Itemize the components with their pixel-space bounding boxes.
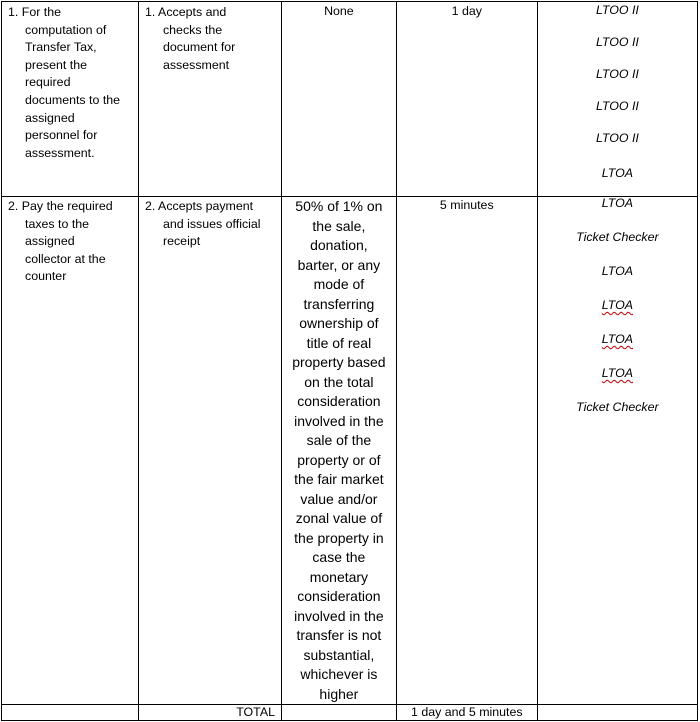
person-responsible: LTOA <box>601 196 633 210</box>
fee-line: zonal value of <box>295 510 383 526</box>
agency-action-line: assessment <box>162 57 230 72</box>
fee-line: the property in <box>294 529 384 546</box>
person-responsible: LTOA <box>601 366 633 380</box>
person-responsible: Ticket Checker <box>576 230 659 244</box>
client-step-line: Transfer Tax, <box>25 40 97 55</box>
client-step-line: computation of <box>25 22 107 37</box>
fees-cell <box>281 197 396 705</box>
total-label: TOTAL <box>236 705 275 719</box>
processing-time-cell <box>396 197 537 705</box>
fee-line: property based <box>292 354 386 370</box>
agency-action-line: document for <box>162 40 236 55</box>
agency-action-line: 2. Accepts payment <box>144 199 254 213</box>
total-empty-cell <box>2 705 139 721</box>
agency-action-line: receipt <box>162 234 201 249</box>
fee-line: consideration <box>297 588 381 604</box>
fee-line: the fair market <box>294 471 384 487</box>
fee-line: donation, <box>310 237 368 253</box>
table-row <box>2 197 698 705</box>
service-table <box>1 1 698 721</box>
fee-line: the sale, <box>312 217 366 234</box>
fees-cell <box>281 2 396 197</box>
client-step-line: counter <box>25 269 67 284</box>
person-responsible: LTOO II <box>595 67 639 81</box>
table-row <box>2 2 698 197</box>
person-responsible: LTOA <box>601 166 633 180</box>
person-responsible: Ticket Checker <box>576 400 659 414</box>
person-responsible-cell <box>537 197 697 705</box>
person-responsible: LTOO II <box>595 3 639 17</box>
client-step-line: documents to the <box>25 92 121 107</box>
person-responsible: LTOA <box>601 332 633 346</box>
person-responsible-cell <box>537 2 697 197</box>
fee-line: sale of the <box>306 432 372 448</box>
fee-line: case the <box>312 549 366 565</box>
person-responsible: LTOO II <box>595 99 639 113</box>
client-step-line: collector at the <box>25 251 106 266</box>
agency-action-line: checks the <box>162 22 223 37</box>
total-time-cell <box>396 705 537 721</box>
fee-line: involved in the <box>294 607 384 624</box>
fee-line: value and/or <box>300 490 378 507</box>
fee-line: property or of <box>297 451 381 468</box>
agency-action-cell <box>138 2 281 197</box>
fee-line: on the total <box>304 373 374 390</box>
fee-line: ownership of <box>299 315 379 331</box>
fees-text: None <box>324 4 354 18</box>
processing-time: 1 day <box>451 4 482 18</box>
fee-line: consideration <box>297 393 381 409</box>
fee-line: involved in the <box>294 412 384 429</box>
client-step-line: taxes to the <box>25 216 90 231</box>
processing-time: 5 minutes <box>439 198 494 212</box>
client-step-line: assessment. <box>25 145 95 160</box>
client-step-line: required <box>25 75 71 90</box>
total-label-cell <box>138 705 281 721</box>
fees-text <box>282 197 396 704</box>
person-responsible: LTOO II <box>595 131 639 145</box>
fee-line: substantial, <box>303 646 375 663</box>
client-step-line: 2. Pay the required <box>8 199 113 213</box>
fee-line: mode of <box>313 276 365 292</box>
fee-line: title of real <box>306 334 372 351</box>
client-step-line: personnel for <box>25 128 98 143</box>
client-step-line: 1. For the <box>8 5 62 19</box>
person-responsible: LTOO II <box>595 35 639 49</box>
agency-action-cell <box>138 197 281 705</box>
fee-line: barter, or any <box>297 256 381 273</box>
fee-line: transferring <box>303 295 375 312</box>
agency-action-line: and issues official <box>162 216 261 231</box>
fee-line: transfer is not <box>296 627 382 643</box>
person-responsible: LTOA <box>601 264 633 278</box>
fee-line: 50% of 1% on <box>295 198 383 214</box>
client-step-line: present the <box>25 57 87 72</box>
fee-line: whichever is <box>300 666 378 682</box>
person-responsible: LTOA <box>601 298 633 312</box>
client-step-cell <box>2 197 139 705</box>
client-step-line: assigned <box>25 110 75 125</box>
client-step-cell <box>2 2 139 197</box>
agency-action-line: 1. Accepts and <box>144 5 227 19</box>
total-processing-time: 1 day and 5 minutes <box>411 705 523 719</box>
total-empty-cell <box>281 705 396 721</box>
client-step-line: assigned <box>25 234 75 249</box>
total-empty-cell <box>537 705 697 721</box>
fee-line: monetary <box>309 568 369 585</box>
fee-line: higher <box>319 685 359 702</box>
processing-time-cell <box>396 2 537 197</box>
total-row <box>2 705 698 721</box>
